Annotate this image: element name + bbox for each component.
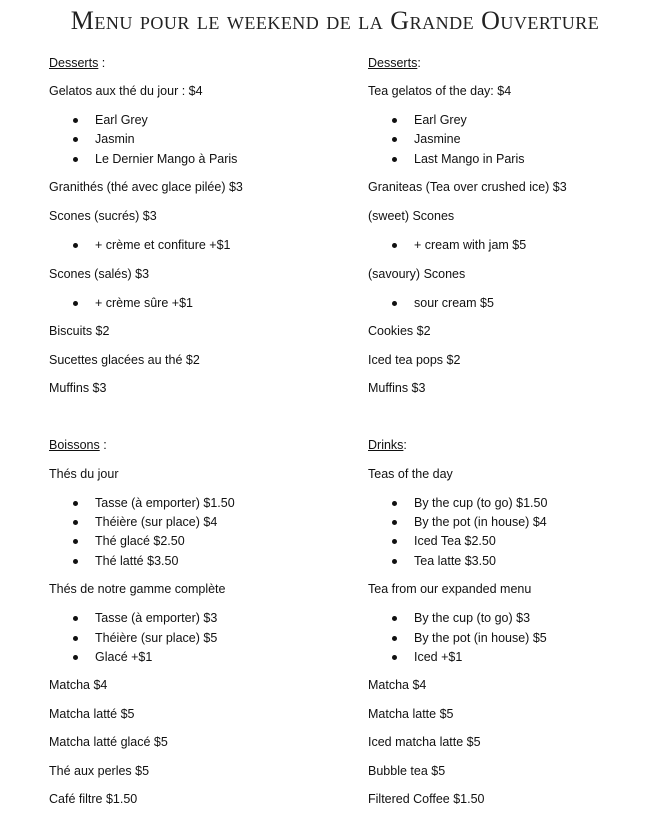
desserts-heading: Desserts <box>368 56 418 70</box>
bullet-icon <box>73 616 78 621</box>
list-item-label: + crème et confiture +$1 <box>95 238 231 252</box>
bullet-icon <box>73 243 78 248</box>
bullet-icon <box>73 636 78 641</box>
matcha-latte-iced-line: Matcha latté glacé $5 <box>49 735 168 749</box>
bullet-icon <box>392 616 397 621</box>
muffins-line: Muffins $3 <box>368 381 426 395</box>
heading-colon: : <box>98 56 106 70</box>
bullet-icon <box>392 655 397 660</box>
gelatos-line: Tea gelatos of the day: $4 <box>368 84 512 98</box>
drinks-heading: Drinks <box>368 438 404 452</box>
bullet-icon <box>392 539 397 544</box>
list-item-label: Glacé +$1 <box>95 650 153 664</box>
drinks-heading-row <box>368 437 407 453</box>
desserts-heading-row <box>368 55 421 71</box>
bullet-icon <box>73 539 78 544</box>
biscuits-line: Biscuits $2 <box>49 324 110 338</box>
bullet-icon <box>392 501 397 506</box>
matcha-latte-line: Matcha latte $5 <box>368 707 454 721</box>
teas-full-line: Tea from our expanded menu <box>368 582 532 596</box>
list-item-label: sour cream $5 <box>414 296 494 310</box>
desserts-heading: Desserts <box>49 56 99 70</box>
list-item-label: Iced Tea $2.50 <box>414 534 496 548</box>
bullet-icon <box>73 655 78 660</box>
menu-title: Menu pour le weekend de la Grande Ouverture <box>70 6 600 35</box>
scones-savoury-line: (savoury) Scones <box>368 267 466 281</box>
list-item-label: By the pot (in house) $4 <box>414 515 547 529</box>
iced-tea-pops-line: Iced tea pops $2 <box>368 353 461 367</box>
list-item-label: Thé glacé $2.50 <box>95 534 185 548</box>
coffee-line: Filtered Coffee $1.50 <box>368 792 485 806</box>
bullet-icon <box>73 520 78 525</box>
list-item-label: Iced +$1 <box>414 650 463 664</box>
list-item-label: Tasse (à emporter) $3 <box>95 611 218 625</box>
bubble-tea-line: Bubble tea $5 <box>368 764 446 778</box>
list-item-label: Thé latté $3.50 <box>95 554 179 568</box>
bullet-icon <box>392 559 397 564</box>
drinks-heading-row <box>49 437 107 453</box>
matcha-line: Matcha $4 <box>368 678 427 692</box>
drinks-heading: Boissons <box>49 438 100 452</box>
list-item-label: Earl Grey <box>414 113 467 127</box>
bullet-icon <box>73 501 78 506</box>
desserts-heading-row <box>49 55 105 71</box>
scones-savoury-line: Scones (salés) $3 <box>49 267 150 281</box>
granithes-line: Graniteas (Tea over crushed ice) $3 <box>368 180 567 194</box>
scones-sweet-line: (sweet) Scones <box>368 209 455 223</box>
list-item-label: Earl Grey <box>95 113 148 127</box>
list-item-label: By the cup (to go) $3 <box>414 611 531 625</box>
list-item-label: Théière (sur place) $4 <box>95 515 218 529</box>
bullet-icon <box>392 243 397 248</box>
bullet-icon <box>392 636 397 641</box>
list-item-label: + crème sûre +$1 <box>95 296 193 310</box>
list-item-label: By the cup (to go) $1.50 <box>414 496 548 510</box>
bullet-icon <box>392 118 397 123</box>
list-item-label: Tea latte $3.50 <box>414 554 497 568</box>
heading-colon: : <box>403 438 407 452</box>
list-item-label: By the pot (in house) $5 <box>414 631 547 645</box>
list-item-label: Le Dernier Mango à Paris <box>95 152 238 166</box>
bullet-icon <box>392 137 397 142</box>
matcha-latte-iced-line: Iced matcha latte $5 <box>368 735 481 749</box>
granithes-line: Granithés (thé avec glace pilée) $3 <box>49 180 243 194</box>
coffee-line: Café filtre $1.50 <box>49 792 138 806</box>
heading-colon: : <box>99 438 107 452</box>
bullet-icon <box>73 118 78 123</box>
teas-full-line: Thés de notre gamme complète <box>49 582 226 596</box>
muffins-line: Muffins $3 <box>49 381 107 395</box>
matcha-line: Matcha $4 <box>49 678 108 692</box>
list-item-label: Tasse (à emporter) $1.50 <box>95 496 235 510</box>
list-item-label: Jasmine <box>414 132 461 146</box>
teas-day-line: Teas of the day <box>368 467 453 481</box>
bullet-icon <box>73 157 78 162</box>
list-item-label: Jasmin <box>95 132 135 146</box>
sucettes-line: Sucettes glacées au thé $2 <box>49 353 200 367</box>
bullet-icon <box>392 157 397 162</box>
bullet-icon <box>73 301 78 306</box>
list-item-label: Last Mango in Paris <box>414 152 525 166</box>
matcha-latte-line: Matcha latté $5 <box>49 707 135 721</box>
scones-sweet-line: Scones (sucrés) $3 <box>49 209 157 223</box>
bullet-icon <box>392 520 397 525</box>
teas-day-line: Thés du jour <box>49 467 119 481</box>
cookies-line: Cookies $2 <box>368 324 431 338</box>
list-item-label: Théière (sur place) $5 <box>95 631 218 645</box>
heading-colon: : <box>417 56 421 70</box>
list-item-label: + cream with jam $5 <box>414 238 527 252</box>
gelatos-line: Gelatos aux thé du jour : $4 <box>49 84 203 98</box>
bullet-icon <box>392 301 397 306</box>
bullet-icon <box>73 137 78 142</box>
bullet-icon <box>73 559 78 564</box>
bubble-tea-line: Thé aux perles $5 <box>49 764 150 778</box>
